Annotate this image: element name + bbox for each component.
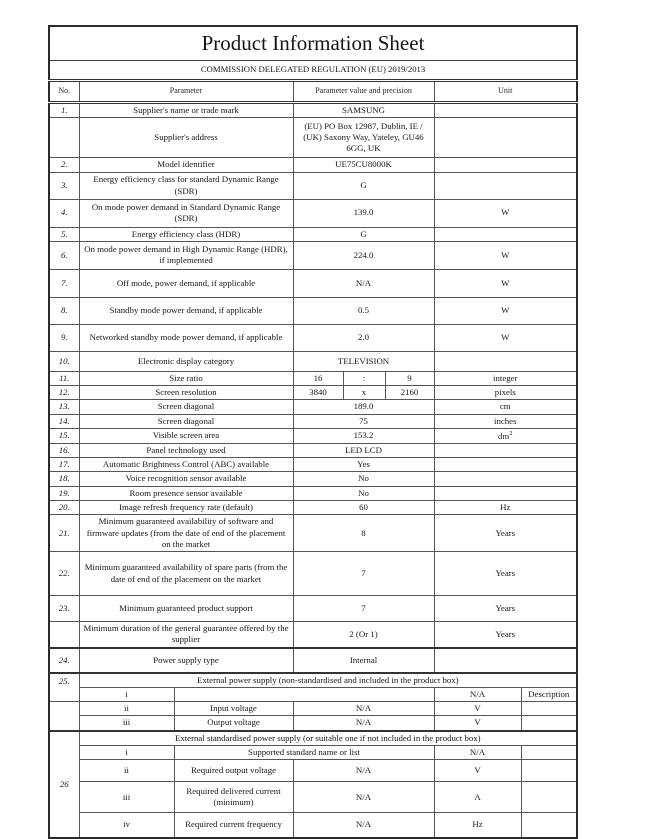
product-info-table xyxy=(48,25,578,839)
no-cell: 10. xyxy=(49,351,79,371)
parameter-cell: Room presence sensor available xyxy=(79,486,293,500)
parameter-cell: Automatic Brightness Control (ABC) available xyxy=(79,458,293,472)
description-cell xyxy=(521,813,577,838)
no-cell: 5. xyxy=(49,227,79,241)
no-cell: 20. xyxy=(49,500,79,514)
row-energy-class-hdr xyxy=(49,227,577,241)
value-cell: N/A xyxy=(293,716,434,731)
unit-cell: N/A xyxy=(434,745,521,759)
parameter-cell: Minimum duration of the general guarantee offered by the supplier xyxy=(79,622,293,648)
parameter-cell: On mode power demand in Standard Dynamic Range (SDR) xyxy=(79,199,293,227)
row-screen-diagonal-cm xyxy=(49,400,577,414)
unit-cell: Years xyxy=(434,552,577,596)
unit-cell xyxy=(434,227,577,241)
parameter-cell: Required delivered current (minimum) xyxy=(174,782,293,813)
row-power-demand-sdr xyxy=(49,199,577,227)
value-cell: 139.0 xyxy=(293,199,434,227)
parameter-cell: Standby mode power demand, if applicable xyxy=(79,297,293,324)
parameter-cell: Voice recognition sensor available xyxy=(79,472,293,486)
no-cell: 18. xyxy=(49,472,79,486)
value-cell: LED LCD xyxy=(293,443,434,457)
parameter-cell: Electronic display category xyxy=(79,351,293,371)
parameter-cell: Networked standby mode power demand, if applicable xyxy=(79,324,293,351)
column-header-row xyxy=(49,81,577,103)
unit-cell: Hz xyxy=(434,813,521,838)
unit-cell: V xyxy=(434,716,521,731)
value-cell-width: 16 xyxy=(293,371,343,385)
unit-cell: Years xyxy=(434,596,577,622)
value-cell: 153.2 xyxy=(293,428,434,443)
unit-cell: W xyxy=(434,269,577,297)
row-spare-parts xyxy=(49,552,577,596)
unit-cell xyxy=(434,351,577,371)
sub-label-cell: iii xyxy=(79,782,174,813)
row-model-identifier xyxy=(49,158,577,172)
description-cell xyxy=(521,745,577,759)
unit-cell: W xyxy=(434,297,577,324)
description-header-cell: Description xyxy=(521,687,577,701)
value-cell: UE75CU8000K xyxy=(293,158,434,172)
no-cell: 25. xyxy=(49,673,79,702)
row-networked-standby-power xyxy=(49,324,577,351)
value-cell-separator: x xyxy=(343,386,385,400)
sub-label-cell: iii xyxy=(79,716,174,731)
unit-cell xyxy=(434,443,577,457)
parameter-cell: Supported standard name or list xyxy=(174,745,434,759)
description-cell xyxy=(521,760,577,782)
regulation-row xyxy=(49,61,577,81)
row-external-psu-output-voltage xyxy=(49,716,577,731)
row-standardised-psu-standard xyxy=(49,745,577,759)
row-standardised-psu-current xyxy=(49,782,577,813)
section-header-cell: External power supply (non-standardised and included in the product box) xyxy=(79,673,577,688)
value-cell: N/A xyxy=(293,702,434,716)
header-no: No. xyxy=(49,81,79,103)
parameter-cell: Power supply type xyxy=(79,648,293,673)
row-supplier-name xyxy=(49,103,577,118)
parameter-cell: Screen diagonal xyxy=(79,400,293,414)
header-unit: Unit xyxy=(434,81,577,103)
unit-cell xyxy=(434,103,577,118)
unit-cell xyxy=(434,118,577,158)
unit-cell xyxy=(434,428,577,443)
value-cell: No xyxy=(293,472,434,486)
unit-cell: W xyxy=(434,324,577,351)
unit-cell: Years xyxy=(434,622,577,648)
parameter-cell xyxy=(174,687,434,701)
value-cell-vertical: 2160 xyxy=(385,386,434,400)
no-cell: 4. xyxy=(49,199,79,227)
no-cell xyxy=(49,622,79,648)
sub-label-cell: iv xyxy=(79,813,174,838)
no-cell: 2. xyxy=(49,158,79,172)
row-product-support xyxy=(49,596,577,622)
section-header-cell: External standardised power supply (or suitable one if not included in the product box) xyxy=(79,731,577,746)
no-cell: 16. xyxy=(49,443,79,457)
value-cell-height: 9 xyxy=(385,371,434,385)
row-abc-available xyxy=(49,458,577,472)
unit-cell xyxy=(434,172,577,199)
title-row xyxy=(49,26,577,61)
row-standardised-psu-output-voltage xyxy=(49,760,577,782)
value-cell: 189.0 xyxy=(293,400,434,414)
no-cell: 3. xyxy=(49,172,79,199)
regulation-subtitle: COMMISSION DELEGATED REGULATION (EU) 2019/2013 xyxy=(49,61,577,81)
unit-cell xyxy=(434,486,577,500)
value-cell: TELEVISION xyxy=(293,351,434,371)
no-cell: 15. xyxy=(49,428,79,443)
parameter-cell: Output voltage xyxy=(174,716,293,731)
value-cell: 75 xyxy=(293,414,434,428)
value-cell: N/A xyxy=(293,813,434,838)
row-power-supply-type xyxy=(49,648,577,673)
unit-cell xyxy=(434,648,577,673)
unit-cell: cm xyxy=(434,400,577,414)
value-cell: SAMSUNG xyxy=(293,103,434,118)
no-cell: 13. xyxy=(49,400,79,414)
header-value: Parameter value and precision xyxy=(293,81,434,103)
value-cell-horizontal: 3840 xyxy=(293,386,343,400)
no-cell xyxy=(49,118,79,158)
value-cell: (EU) PO Box 12987, Dublin, IE / (UK) Saxony Way, Yateley, GU46 6GG, UK xyxy=(293,118,434,158)
no-cell: 11. xyxy=(49,371,79,385)
no-cell: 26 xyxy=(49,731,79,838)
value-cell: Internal xyxy=(293,648,434,673)
sub-label-cell: i xyxy=(79,745,174,759)
unit-superscript: 2 xyxy=(509,429,513,437)
parameter-cell: Panel technology used xyxy=(79,443,293,457)
unit-cell: W xyxy=(434,199,577,227)
sub-label-cell: i xyxy=(79,687,174,701)
parameter-cell: Visible screen area xyxy=(79,428,293,443)
no-cell xyxy=(49,702,79,731)
no-cell: 1. xyxy=(49,103,79,118)
value-cell: 7 xyxy=(293,552,434,596)
no-cell: 21. xyxy=(49,515,79,552)
unit-cell: pixels xyxy=(434,386,577,400)
value-cell: G xyxy=(293,227,434,241)
row-software-updates xyxy=(49,515,577,552)
unit-cell: N/A xyxy=(434,687,521,701)
row-general-guarantee xyxy=(49,622,577,648)
row-refresh-rate xyxy=(49,500,577,514)
sub-label-cell: ii xyxy=(79,760,174,782)
row-power-demand-hdr xyxy=(49,241,577,269)
no-cell: 9. xyxy=(49,324,79,351)
parameter-cell: Minimum guaranteed availability of spare parts (from the date of end of the placement on the market xyxy=(79,552,293,596)
parameter-cell: Energy efficiency class (HDR) xyxy=(79,227,293,241)
row-external-psu-header xyxy=(49,673,577,688)
row-external-psu-i xyxy=(49,687,577,701)
parameter-cell: Supplier's name or trade mark xyxy=(79,103,293,118)
no-cell: 8. xyxy=(49,297,79,324)
row-screen-resolution xyxy=(49,386,577,400)
row-external-psu-input-voltage xyxy=(49,702,577,716)
row-energy-class-sdr xyxy=(49,172,577,199)
no-cell: 12. xyxy=(49,386,79,400)
unit-cell: integer xyxy=(434,371,577,385)
value-cell: No xyxy=(293,486,434,500)
parameter-cell: Off mode, power demand, if applicable xyxy=(79,269,293,297)
no-cell: 17. xyxy=(49,458,79,472)
value-cell-separator: : xyxy=(343,371,385,385)
parameter-cell: Input voltage xyxy=(174,702,293,716)
parameter-cell: Screen resolution xyxy=(79,386,293,400)
header-parameter: Parameter xyxy=(79,81,293,103)
no-cell: 6. xyxy=(49,241,79,269)
parameter-cell: Energy efficiency class for standard Dynamic Range (SDR) xyxy=(79,172,293,199)
value-cell: Yes xyxy=(293,458,434,472)
description-cell xyxy=(521,702,577,716)
value-cell: 224.0 xyxy=(293,241,434,269)
unit-cell: V xyxy=(434,760,521,782)
no-cell: 7. xyxy=(49,269,79,297)
row-standardised-psu-frequency xyxy=(49,813,577,838)
sub-label-cell: ii xyxy=(79,702,174,716)
parameter-cell: Model identifier xyxy=(79,158,293,172)
unit-base: dm xyxy=(498,430,510,441)
unit-cell: Hz xyxy=(434,500,577,514)
row-visible-screen-area xyxy=(49,428,577,443)
description-cell xyxy=(521,782,577,813)
unit-cell: A xyxy=(434,782,521,813)
value-cell: 7 xyxy=(293,596,434,622)
row-screen-diagonal-inches xyxy=(49,414,577,428)
value-cell: G xyxy=(293,172,434,199)
row-size-ratio xyxy=(49,371,577,385)
unit-cell xyxy=(434,458,577,472)
unit-cell xyxy=(434,472,577,486)
row-display-category xyxy=(49,351,577,371)
parameter-cell: Required current frequency xyxy=(174,813,293,838)
no-cell: 14. xyxy=(49,414,79,428)
value-cell: 60 xyxy=(293,500,434,514)
value-cell: 8 xyxy=(293,515,434,552)
value-cell: N/A xyxy=(293,269,434,297)
parameter-cell: Required output voltage xyxy=(174,760,293,782)
parameter-cell: Size ratio xyxy=(79,371,293,385)
unit-cell xyxy=(434,158,577,172)
unit-cell: Years xyxy=(434,515,577,552)
parameter-cell: Image refresh frequency rate (default) xyxy=(79,500,293,514)
row-supplier-address xyxy=(49,118,577,158)
no-cell: 23. xyxy=(49,596,79,622)
parameter-cell: Screen diagonal xyxy=(79,414,293,428)
parameter-cell: Minimum guaranteed product support xyxy=(79,596,293,622)
value-cell: N/A xyxy=(293,760,434,782)
row-standby-power xyxy=(49,297,577,324)
row-standardised-psu-header xyxy=(49,731,577,746)
no-cell: 19. xyxy=(49,486,79,500)
description-cell xyxy=(521,716,577,731)
row-panel-technology xyxy=(49,443,577,457)
page-title: Product Information Sheet xyxy=(49,26,577,61)
parameter-cell: Minimum guaranteed availability of software and firmware updates (from the date of end of the placement on the market xyxy=(79,515,293,552)
no-cell: 24. xyxy=(49,648,79,673)
row-room-presence-sensor xyxy=(49,486,577,500)
value-cell: 2.0 xyxy=(293,324,434,351)
product-information-sheet xyxy=(48,25,578,839)
unit-cell: W xyxy=(434,241,577,269)
no-cell: 22. xyxy=(49,552,79,596)
unit-cell: inches xyxy=(434,414,577,428)
row-voice-recognition xyxy=(49,472,577,486)
value-cell: 2 (Or 1) xyxy=(293,622,434,648)
parameter-cell: On mode power demand in High Dynamic Range (HDR), if implemented xyxy=(79,241,293,269)
value-cell: 0.5 xyxy=(293,297,434,324)
row-off-mode-power xyxy=(49,269,577,297)
parameter-cell: Supplier's address xyxy=(79,118,293,158)
value-cell: N/A xyxy=(293,782,434,813)
unit-cell: V xyxy=(434,702,521,716)
